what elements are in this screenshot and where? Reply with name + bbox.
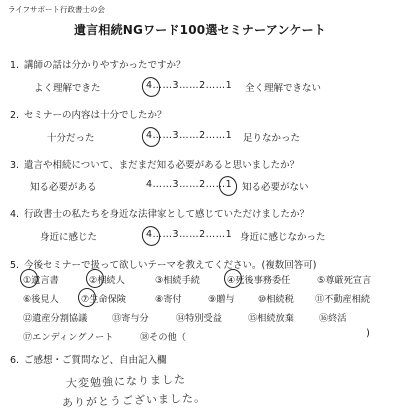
topic-label: ⑭特別受益 (176, 313, 222, 324)
selected-circle (78, 288, 96, 307)
topic-option[interactable] (317, 272, 371, 286)
question-text: 遺言や相続について、まだまだ知る必要があると思いましたか？ (24, 160, 300, 171)
scale-right-label: 身近に感じなかった (240, 232, 326, 243)
question-text: ご感想・ご質問など、自由記入欄 (24, 355, 167, 366)
topic-label: ⑦生命保険 (81, 294, 126, 305)
topic-label: ⑩相続税 (258, 294, 294, 305)
topic-option[interactable] (23, 291, 59, 305)
topic-label: ⑥後見人 (23, 294, 59, 305)
selected-circle (20, 269, 38, 288)
selected-circle (86, 269, 104, 288)
question-number: 6. (10, 355, 20, 366)
question-text: 今後セミナーで扱って欲しいテーマを教えてください。(複数回答可) (24, 260, 317, 271)
topic-label: ②相続人 (89, 275, 125, 286)
topic-label: ①遺言書 (23, 275, 59, 286)
scale-right-label: 足りなかった (243, 133, 301, 144)
scale-numbers: 4……3……2……1 (146, 229, 233, 240)
topic-label: ⑫遺産分割協議 (23, 313, 88, 324)
topic-option[interactable] (112, 310, 149, 324)
scale-left-label: 身近に感じた (40, 232, 98, 243)
topic-option[interactable] (258, 291, 294, 305)
topic-option[interactable] (315, 291, 370, 305)
question-text: 講師の話は分かりやすかったですか？ (24, 60, 186, 71)
question-2 (10, 107, 167, 121)
question-number: 3. (10, 160, 20, 171)
question-number: 5. (10, 260, 20, 271)
question-6 (10, 352, 167, 366)
scale-left-label: よく理解できた (34, 83, 101, 94)
topic-option[interactable] (319, 310, 347, 324)
question-3 (10, 157, 299, 171)
question-5 (10, 257, 316, 271)
topic-label: ④死後事務委任 (227, 275, 291, 286)
topic-label: ⑬寄与分 (112, 313, 149, 324)
topic-option[interactable] (89, 272, 125, 286)
scale-numbers: 4……3……2……1 (146, 179, 233, 190)
topic-option[interactable] (176, 310, 222, 324)
topic-option[interactable] (23, 310, 87, 324)
other-field-close: ) (366, 328, 370, 339)
topic-label: ⑪不動産相続 (315, 294, 371, 305)
organization-name: ライフサポート行政書士の会 (8, 5, 106, 14)
topic-label: ③相続手続 (155, 275, 200, 286)
topic-option[interactable] (155, 291, 182, 305)
topic-label: ⑰エンディングノート (23, 332, 114, 343)
answer-circle (216, 174, 239, 199)
topic-option[interactable] (227, 272, 290, 286)
topic-option[interactable] (208, 291, 235, 305)
scale-right-label: 知る必要がない (242, 182, 309, 193)
question-1 (10, 57, 186, 71)
scale-right-label: 全く理解できない (245, 83, 322, 94)
topic-option[interactable] (81, 291, 126, 305)
handwritten-comment-line-2: ありがとうございました。 (61, 391, 207, 410)
topic-label: ⑯終活 (319, 313, 347, 324)
topic-option[interactable] (155, 272, 200, 286)
scale-numbers: 4……3……2……1 (146, 80, 233, 91)
question-text: セミナーの内容は十分でしたか？ (24, 110, 167, 121)
topic-label: ⑮相続放棄 (248, 313, 294, 324)
answer-circle (139, 125, 162, 150)
handwritten-comment-line-1: 大変勉強になりました (65, 372, 187, 391)
survey-title: 遺言相続NGワード100選セミナーアンケート (73, 23, 327, 37)
topic-options (14, 272, 394, 342)
answer-circle (139, 75, 162, 100)
scale-left-label: 知る必要がある (30, 182, 97, 193)
topic-option[interactable] (23, 272, 59, 286)
scale-left-label: 十分だった (47, 133, 95, 144)
scale-numbers: 4……3……2……1 (146, 130, 233, 141)
question-4 (10, 206, 309, 220)
question-text: 行政書士の私たちを身近な法律家として感じていただけましたか？ (24, 209, 310, 220)
topic-option-other[interactable] (140, 329, 186, 343)
topic-option[interactable] (248, 310, 294, 324)
topic-label: ⑧寄付 (155, 294, 182, 305)
selected-circle (224, 269, 242, 288)
topic-label: ⑱その他（ (140, 332, 186, 343)
answer-circle (139, 224, 162, 249)
question-number: 4. (10, 209, 20, 220)
question-number: 2. (10, 110, 20, 121)
topic-option[interactable] (23, 329, 114, 343)
question-number: 1. (10, 60, 20, 71)
topic-label: ⑤尊厳死宣言 (317, 275, 372, 286)
topic-label: ⑨贈与 (208, 294, 235, 305)
